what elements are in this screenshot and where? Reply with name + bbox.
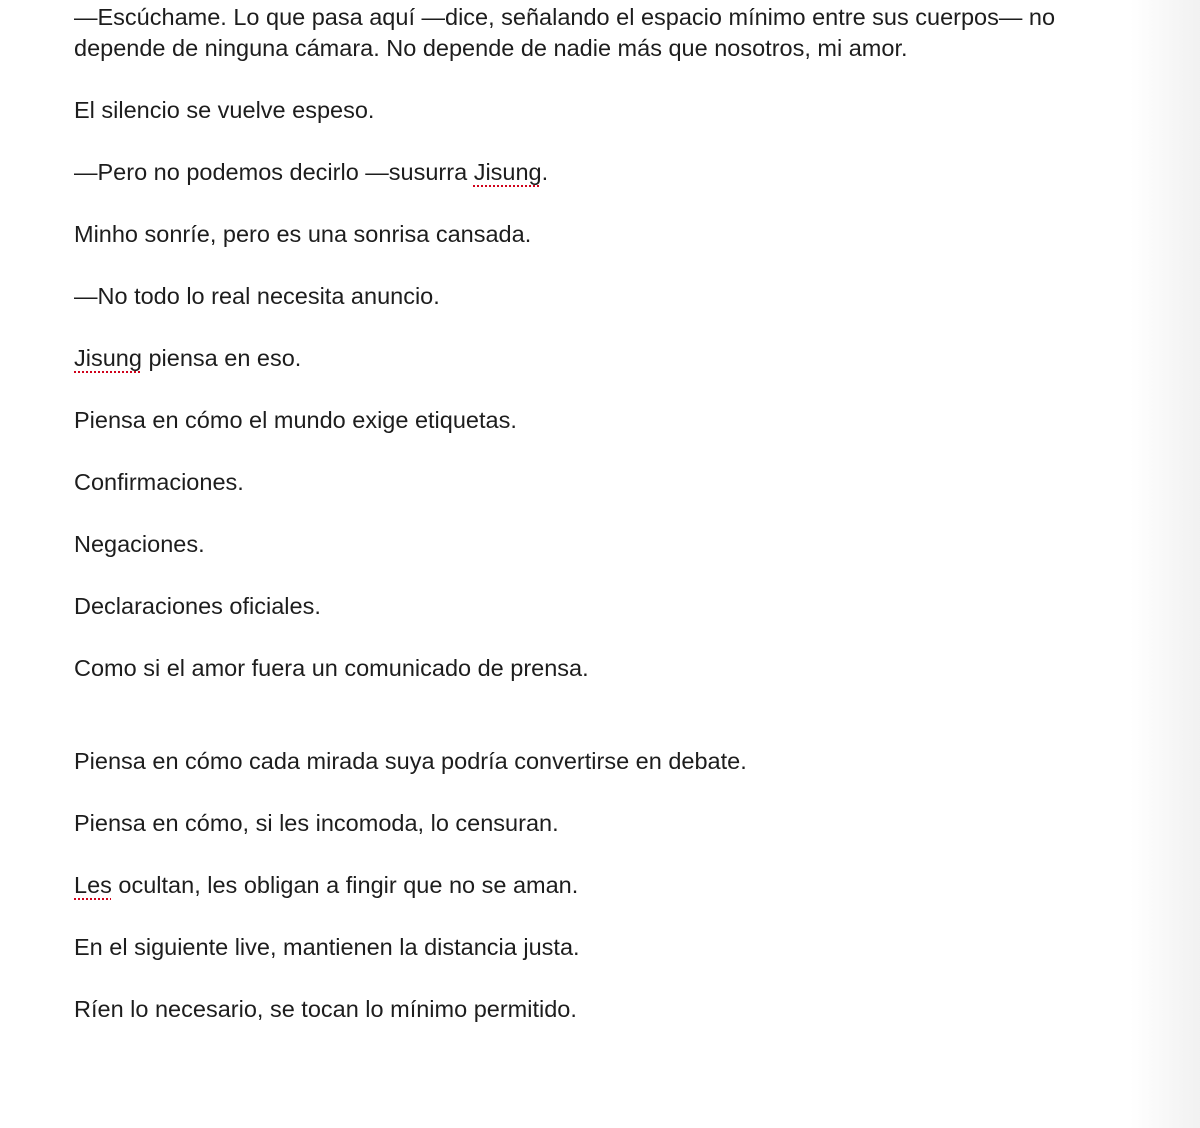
paragraph — [74, 746, 1074, 777]
paragraph-text: El silencio se vuelve espeso. — [74, 97, 375, 123]
document-body[interactable] — [74, 2, 1074, 1056]
paragraph-text: —Escúchame. Lo que pasa aquí —dice, señalando el espacio mínimo entre sus cuerpos— no depende de ninguna cámara. No depende de nadie más que nosotros, mi amor. — [74, 4, 1056, 61]
misspelled-word[interactable]: Jisung — [74, 345, 142, 371]
paragraph — [74, 281, 1074, 312]
misspelled-word[interactable]: Jisung — [473, 159, 542, 185]
paragraph — [74, 653, 1074, 684]
paragraph-text: Confirmaciones. — [74, 469, 244, 495]
paragraph-text: . — [541, 159, 549, 185]
paragraph — [74, 95, 1074, 126]
paragraph-text: —Pero no podemos decirlo —susurra — [74, 159, 474, 185]
paragraph-text: Ríen lo necesario, se tocan lo mínimo permitido. — [74, 996, 577, 1022]
paragraph-text: Declaraciones oficiales. — [74, 593, 321, 619]
paragraph — [74, 343, 1074, 374]
misspelled-word[interactable]: Les — [74, 872, 112, 898]
paragraph-text: Piensa en cómo, si les incomoda, lo censuran. — [74, 810, 559, 836]
paragraph-text: ocultan, les obligan a fingir que no se aman. — [111, 872, 579, 898]
paragraph — [74, 591, 1074, 622]
paragraph-text: Minho sonríe, pero es una sonrisa cansada. — [74, 221, 532, 247]
paragraph-text: En el siguiente live, mantienen la distancia justa. — [74, 934, 580, 960]
paragraph-text: piensa en eso. — [141, 345, 302, 371]
paragraph — [74, 529, 1074, 560]
paragraph — [74, 808, 1074, 839]
paragraph — [74, 870, 1074, 901]
paragraph — [74, 219, 1074, 250]
paragraph — [74, 405, 1074, 436]
paragraph-text: —No todo lo real necesita anuncio. — [74, 283, 440, 309]
paragraph — [74, 994, 1074, 1025]
paragraph-text: Piensa en cómo cada mirada suya podría convertirse en debate. — [74, 748, 747, 774]
paragraph-text: Como si el amor fuera un comunicado de prensa. — [74, 655, 589, 681]
paragraph — [74, 467, 1074, 498]
page-edge-shadow — [1130, 0, 1200, 1128]
paragraph — [74, 157, 1074, 188]
paragraph — [74, 2, 1074, 64]
paragraph-text: Piensa en cómo el mundo exige etiquetas. — [74, 407, 517, 433]
paragraph-text: Negaciones. — [74, 531, 205, 557]
paragraph — [74, 932, 1074, 963]
